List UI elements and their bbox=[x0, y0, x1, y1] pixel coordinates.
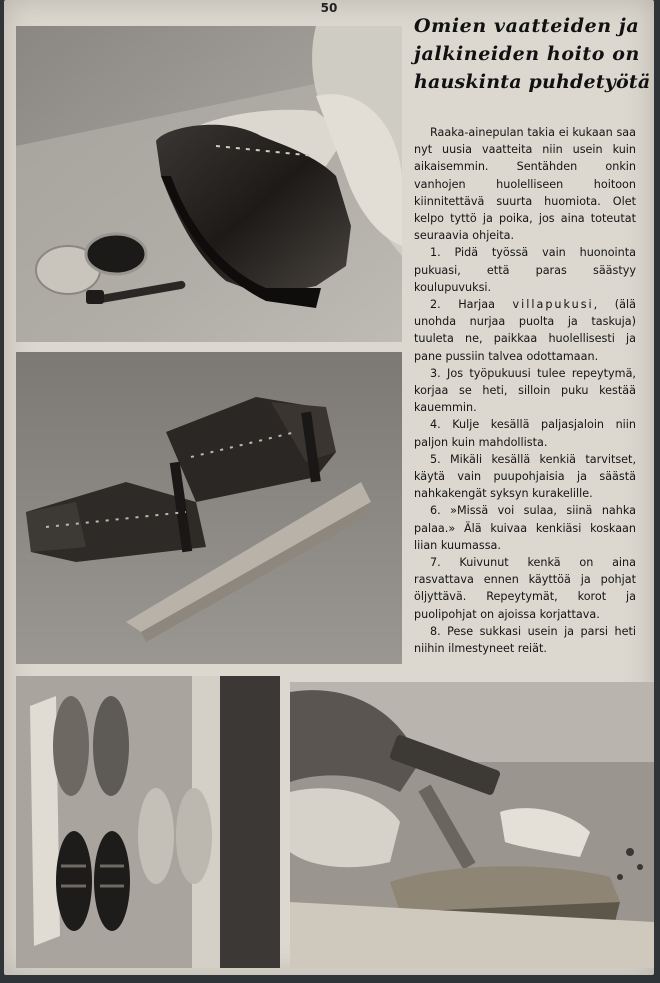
emphasized-word: villapukusi bbox=[512, 298, 594, 312]
list-item-text: , (älä unohda nurjaa puolta ja taskuja) tuuleta ne, paikkaa huolellisesti ja pane pussiin talvea odottamaan. bbox=[414, 298, 636, 363]
wooden-sole-repair-photo bbox=[290, 682, 654, 968]
list-item: 7. Kuivunut kenkä on aina rasvattava ennen käyttöä ja pohjat öljyttävä. Repeytymät, korot ja puolipohjat on ajoissa korjattava. bbox=[414, 556, 636, 621]
shoe-polishing-photo bbox=[16, 26, 402, 342]
page-number: 50 bbox=[320, 1, 338, 15]
shoe-rack-photo bbox=[16, 676, 280, 968]
list-item: 4. Kulje kesällä paljasjaloin niin paljon kuin mahdollista. bbox=[414, 418, 636, 449]
list-item-text: 2. Harjaa bbox=[430, 298, 513, 312]
list-item: 1. Pidä työssä vain huonointa pukuasi, että paras säästyy koulupuvuksi. bbox=[414, 246, 636, 294]
list-item bbox=[414, 296, 636, 365]
article-title bbox=[414, 12, 651, 96]
title-line-1: Omien vaatteiden ja bbox=[414, 15, 640, 37]
boots-drying-stand-photo bbox=[16, 352, 402, 664]
intro-paragraph: Raaka-ainepulan takia ei kukaan saa nyt uusia vaatteita niin usein kuin aikaisemmin. Sentähden onkin vanhojen huolelliseen hoitoon kiinnitettävä suurta huomiota. Olet kelpo tyttö ja poika, jos aina toteutat seuraavia ohjeita. bbox=[414, 126, 636, 243]
title-line-2: jalkineiden hoito on bbox=[414, 43, 640, 65]
title-line-3: hauskinta puhdetyötä bbox=[414, 71, 651, 93]
magazine-page bbox=[4, 0, 654, 975]
list-item: 6. »Missä voi sulaa, siinä nahka palaa.» Älä kuivaa kenkiäsi koskaan liian kuumassa. bbox=[414, 504, 636, 552]
list-item: 3. Jos työpukuusi tulee repeytymä, korjaa se heti, silloin puku kestää kauemmin. bbox=[414, 366, 636, 415]
list-item: 8. Pese sukkasi usein ja parsi heti niihin ilmestyneet reiät. bbox=[414, 624, 636, 656]
article-body bbox=[414, 124, 636, 657]
list-item: 5. Mikäli kesällä kenkiä tarvitset, käytä vain puupohjaisia ja säästä nahkakengät syksyn kurakelille. bbox=[414, 452, 636, 501]
